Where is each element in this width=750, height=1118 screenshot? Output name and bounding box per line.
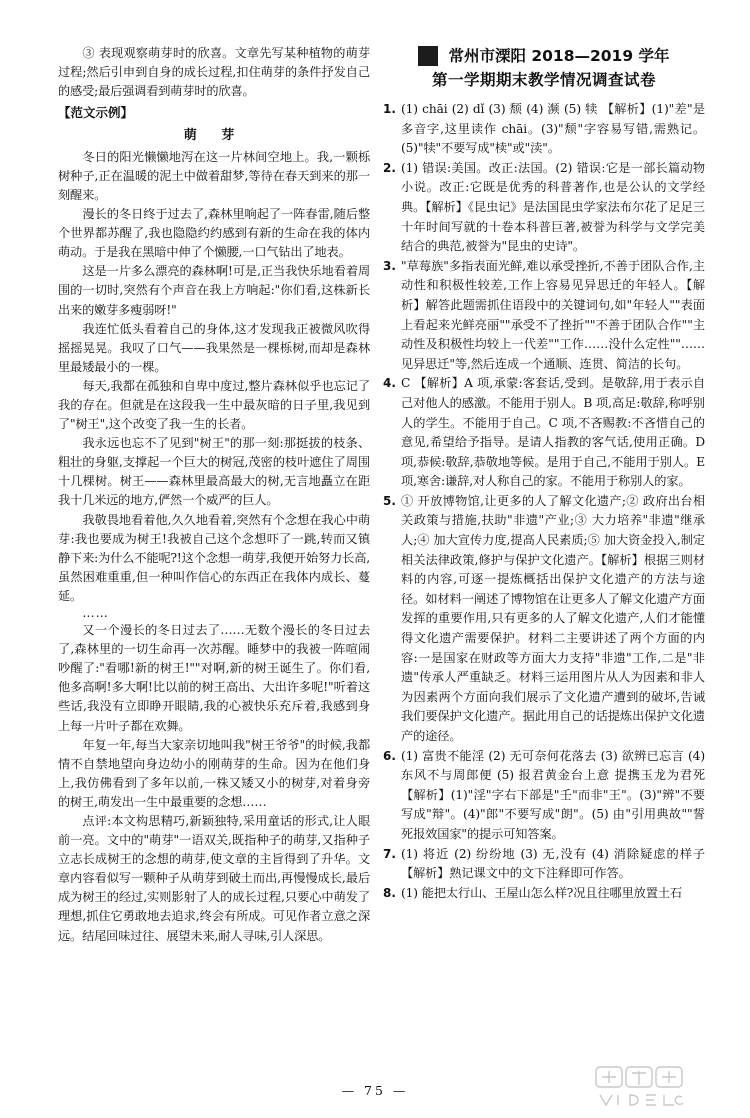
answer-number: 5. [383,493,396,508]
essay-paragraph: 年复一年,每当大家亲切地叫我"树王爷爷"的时候,我都情不自禁地望向身边幼小的刚萌芽的生命。因为在他们身上,我仿佛看到了多年以前,一株又矮又小的树芽,对着身旁的树王,萌发出一生中最重要的念想…… [58,737,370,809]
answer-item [383,159,705,257]
essay-paragraph: 我敬畏地看着他,久久地看着,突然有个念想在我心中萌芽:我也要成为树王!我被自己这个念想吓了一跳,转而又镇静下来:为什么不能呢?!这个念想一萌芽,我便开始努力长高,虽然困难重重,但一种叫作信心的东西正在我体内成长、蔓延。 [58,512,370,603]
answer-text: (1) 富贵不能淫 (2) 无可奈何花落去 (3) 欲辨已忘言 (4) 东风不与周郎便 (5) 报君黄金台上意 提携玉龙为君死 【解析】(1)"淫"字右下部是"壬"而非"王"。(3)"辨"不要写成"辩"。(4)"郎"不要写成"朗"。(5) 由"引用典故""誓死报效国家"的提示可知答案。 [401,748,705,841]
essay-paragraph: 每天,我都在孤独和自卑中度过,整片森林似乎也忘记了我的存在。但就是在这段我一生中最灰暗的日子里,我见到了"树王",这个改变了我一生的长者。 [58,378,370,432]
essay-ellipsis: …… [82,606,109,621]
answer-text: (1) chāi (2) dǐ (3) 颓 (4) 濒 (5) 犊 【解析】(1)"差"是多音字,这里读作 chāi。(3)"颓"字容易写错,需熟记。(5)"犊"不要写成"椟"或"渎"。 [401,102,705,156]
answer-number: 1. [383,102,396,116]
essay-paragraph: 漫长的冬日终于过去了,森林里响起了一阵春雷,随后整个世界都苏醒了,我也隐隐约约感到有新的生命在我的体内萌动。于是我在黑暗中伸了个懒腰,一口气钻出了地表。 [58,207,370,260]
answer-text: "草莓族"多指表面光鲜,难以承受挫折,不善于团队合作,主动性和积极性较差,工作上容易见异思迁的年轻人。【解析】解答此题需抓住语段中的关键词句,如"年轻人""表面上看起来光鲜亮丽""承受不了挫折""不善于团队合作""主动性及积极性均较上一代差""工作……没什么定性""……见异思迁"等,然后连成一个通顺、连贯、简洁的长句。 [401,258,705,371]
essay-paragraph: 又一个漫长的冬日过去了……无数个漫长的冬日过去了,森林里的一切生命再一次苏醒。睡梦中的我被一阵喧闹吵醒了:"看哪!新的树王!""对啊,新的树王诞生了。你们看,他多高啊!多大啊!比以前的树王高出、大出许多呢!"听着这些话,我没有立即睁开眼睛,我的心被快乐充斥着,我感到身上每一片叶子都在欢舞。 [58,623,370,733]
answer-text: C 【解析】A 项,承蒙:客套话,受到。是敬辞,用于表示自己对他人的感激。不能用于别人。B 项,高足:敬辞,称呼别人的学生。不能用于自己。C 项,不吝赐教:不吝惜自己的意见,希望给予指导。是请人指教的客气话,使用正确。D 项,恭候:敬辞,恭敬地等候。是用于自己,不能用于别人。E 项,寒舍:谦辞,对人称自己的家。不能用于称别人的家。 [401,376,705,489]
black-square-icon [418,46,438,66]
essay-paragraph: 冬日的阳光懒懒地泻在这一片林间空地上。我,一颗栎树种子,正在温暖的泥土中做着甜梦,等待在春天到来的那一刻醒来。 [58,149,370,202]
essay-paragraph: 我连忙低头看着自己的身体,这才发现我正被微风吹得摇摇晃晃。我叹了口气——我果然是一棵栎树,而却是森林里最矮最小的一棵。 [58,321,370,374]
answer-item [383,845,705,884]
answer-item [383,884,705,904]
essay-paragraph: 这是一片多么漂亮的森林啊!可是,正当我快乐地看着周围的一切时,突然有个声音在我上方响起:"你们看,这株新长出来的嫩芽多瘦弱呀!" [58,264,370,317]
answer-text: (1) 将近 (2) 纷纷地 (3) 无,没有 (4) 消除疑虑的样子 【解析】熟记课文中的文下注释即可作答。 [401,846,705,881]
essay-comment: 点评:本文构思精巧,新颖独特,采用童话的形式,让人眼前一亮。文中的"萌芽"一语双关,既指种子的萌芽,又指种子立志长成树王的念想的萌芽,使文章的主旨得到了升华。文章内容看似写一颗种子从萌芽到破土而出,再慢慢成长,最后成为树王的经过,实则影射了人的成长过程,只要心中萌发了理想,抓住它勇敢地去追求,终会有所成。可见作者立意之深远。结尾回味过往、展望未来,耐人寻味,引人深思。 [58,813,370,943]
essay-title: 萌 芽 [183,127,245,143]
answer-number: 4. [383,376,396,391]
exam-title: 第一学期期末教学情况调查试卷 [431,71,656,89]
answer-text: ① 开放博物馆,让更多的人了解文化遗产;② 政府出台相关政策与措施,扶助"非遗"产业;③ 大力培养"非遗"继承人;④ 加大宣传力度,提高人民素质;⑤ 加大资金投入,制定相关法律政策,修护与保护文化遗产。【解析】根据三则材料的内容,可逐一提炼概括出保护文化遗产的方法与途径。如材料一阐述了博物馆在让更多人了解文化遗产方面发挥的重要作用,只有更多的人了解文化遗产,人们才能懂得文化遗产需要保护。材料二主要讲述了两个方面的内容:一是国家在财政等方面大力支持"非遗"工作,二是"非遗"传承人严重缺乏。材料三运用图片从人为因素和非人为因素两个方面向我们展示了文化遗产遭到的破坏,告诫我们要保护文化遗产。据此用自己的话提炼出保护文化遗产的途径。 [401,493,705,743]
answer-item [383,257,705,375]
answer-number: 7. [383,846,396,861]
answer-item [383,374,705,492]
answer-number: 3. [383,258,396,273]
answer-text: (1) 错误:美国。改正:法国。(2) 错误:它是一部长篇动物小说。改正:它既是优秀的科普著作,也是公认的文学经典。【解析】《昆虫记》是法国昆虫学家法布尔花了足足三十年时间写就的十卷本科普巨著,被誉为科学与文学完美结合的典范,被誉为"昆虫的史诗"。 [401,160,705,254]
answer-number: 8. [383,885,396,900]
left-column [58,44,370,946]
answer-text: (1) 能把太行山、王屋山怎么样?况且往哪里放置土石 [401,885,683,900]
page-number: — 75 — [341,1083,409,1098]
sample-essay-label: 【范文示例】 [58,105,134,121]
right-column [383,44,705,903]
watermark-logo-icon [590,1063,720,1111]
answer-number: 6. [383,748,396,763]
intro-paragraph: ③ 表现观察萌芽时的欣喜。文章先写某种植物的萌芽过程;然后引申到自身的成长过程,扣住萌芽的条件抒发自己的感受;最后强调看到萌芽时的欣喜。 [58,46,370,99]
answer-item [383,100,705,159]
answer-item [383,747,705,845]
answer-item [383,492,705,747]
answer-number: 2. [383,160,396,175]
exam-title-year: 常州市溧阳 2018—2019 学年 [448,47,670,65]
exam-header [383,44,705,92]
exam-header-line1 [383,44,705,68]
essay-paragraph: 我永远也忘不了见到"树王"的那一刻:那挺拔的枝条、粗壮的身躯,支撑起一个巨大的树冠,茂密的枝叶遮住了周围十几棵树。树王——森林里最高最大的树,无言地矗立在距我十几米远的地方,俨然一个威严的巨人。 [58,436,370,508]
